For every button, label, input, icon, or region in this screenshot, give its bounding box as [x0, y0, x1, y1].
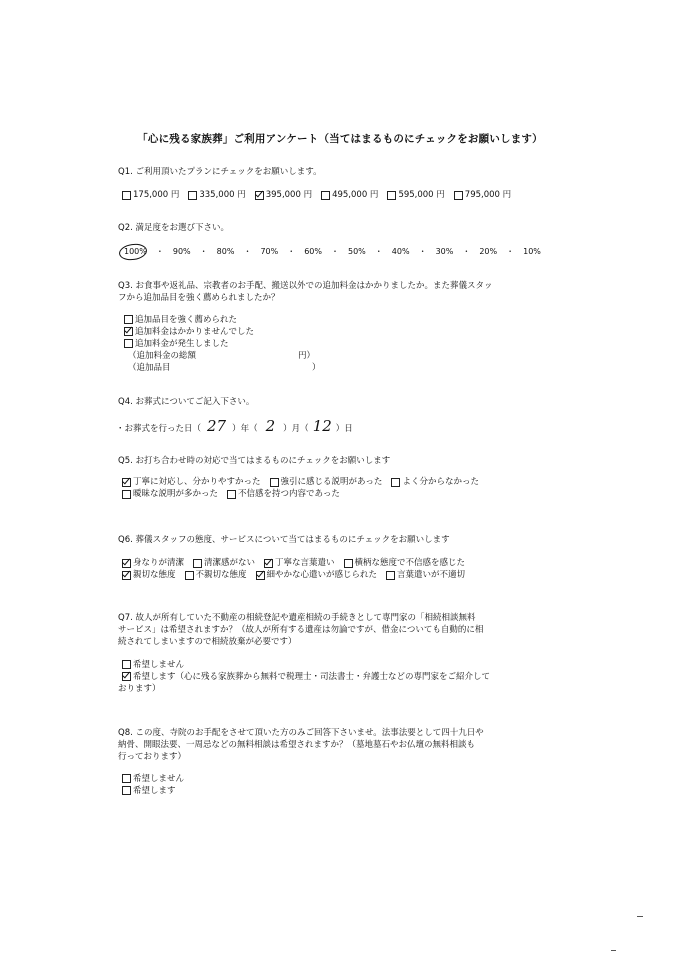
satisfaction-level[interactable]: 20% — [479, 247, 498, 256]
satisfaction-level[interactable]: 70% — [260, 247, 279, 256]
funeral-day-value[interactable]: 12 — [312, 417, 332, 435]
satisfaction-level[interactable]: 30% — [435, 247, 454, 256]
funeral-month-value[interactable]: 2 — [265, 417, 276, 435]
q8-option[interactable]: 希望します — [122, 786, 176, 797]
checkbox-icon[interactable] — [270, 478, 279, 487]
checkbox-checked-icon[interactable] — [122, 559, 131, 568]
checkbox-icon[interactable] — [344, 559, 353, 568]
satisfaction-level[interactable]: 60% — [304, 247, 322, 256]
q7-question-line1: Q7. 故人が所有していた不動産の相続登記や遺産相続の手続きとして専門家の「相続相談無料 — [118, 613, 476, 623]
satisfaction-level[interactable]: 10% — [523, 247, 541, 256]
q1-option[interactable]: 335,000 円 — [188, 190, 245, 201]
q6-option[interactable]: 身なりが清潔 — [122, 558, 184, 569]
satisfaction-level[interactable]: 80% — [216, 247, 235, 256]
q8-option[interactable]: 希望しません — [122, 774, 184, 785]
q2-satisfaction-scale: 100% ・ 90% ・ 80% ・ 70% ・ 60% ・ 50% ・ 40% ・ 30% ・ 20% ・ 10% — [124, 247, 541, 256]
q5-option[interactable]: 強引に感じる説明があった — [270, 477, 383, 488]
q4-question: Q4. お葬式についてご記入下さい。 — [118, 397, 255, 407]
q6-option[interactable]: 細やかな心遣いが感じられた — [256, 570, 378, 581]
survey-title: 「心に残る家族葬」ご利用アンケート（当てはまるものにチェックをお願いします） — [137, 133, 543, 145]
checkbox-checked-icon[interactable] — [122, 478, 131, 487]
checkbox-icon[interactable] — [188, 191, 197, 200]
checkbox-icon[interactable] — [122, 660, 131, 669]
q6-option[interactable]: 親切な態度 — [122, 570, 176, 581]
q7-question-line2: サービス」は希望されますか？（故人が所有する遺産は勿論ですが、借金についても自動的に相 — [118, 625, 484, 635]
satisfaction-level[interactable]: 90% — [172, 247, 191, 256]
q7-option-yes-cont: おります） — [118, 684, 161, 694]
q2-question: Q2. 満足度をお選び下さい。 — [118, 223, 230, 233]
q8-question-line3: 行っております） — [118, 752, 187, 762]
satisfaction-level[interactable]: 40% — [391, 247, 410, 256]
q3-option[interactable]: 追加料金が発生しました — [124, 339, 229, 350]
checkbox-icon[interactable] — [193, 559, 202, 568]
q4-date-row: ・お葬式を行った日（ 27 ）年（ 2 ）月（ 12 ）日 — [116, 417, 353, 435]
q7-option-yes[interactable]: 希望します（心に残る家族葬から無料で税理士・司法書士・弁護士などの専門家をご紹介して — [122, 672, 490, 683]
q7-option-no[interactable]: 希望しません — [122, 660, 184, 671]
q6-option[interactable]: 言葉遣いが不適切 — [386, 570, 465, 581]
checkbox-icon[interactable] — [124, 339, 133, 348]
q8-question-line1: Q8. この度、寺院のお手配をさせて頂いた方のみご回答下さいませ。法事法要として四十九日や — [118, 728, 484, 738]
q3-question-line2: フから追加品目を強く薦められましたか？ — [118, 293, 280, 303]
q6-option[interactable]: 横柄な態度で不信感を感じた — [344, 558, 466, 569]
q6-option[interactable]: 丁寧な言葉遣い — [264, 558, 335, 569]
scan-mark — [637, 916, 643, 917]
checkbox-icon[interactable] — [122, 774, 131, 783]
q3-total-label: （追加料金の総額 — [128, 351, 197, 361]
q7-question-line3: 続されてしまいますので相続放棄が必要です） — [118, 637, 297, 647]
q6-row1 — [122, 558, 474, 569]
q6-row2 — [122, 570, 474, 581]
q5-question: Q5. お打ち合わせ時の対応で当てはまるものにチェックをお願いします — [118, 456, 391, 466]
checkbox-icon[interactable] — [227, 490, 236, 499]
q1-option[interactable]: 175,000 円 — [122, 190, 179, 201]
satisfaction-level[interactable]: 50% — [348, 247, 366, 256]
q1-option[interactable]: 795,000 円 — [454, 190, 511, 201]
checkbox-icon[interactable] — [321, 191, 330, 200]
q3-question-line1: Q3. お食事や返礼品、宗教者のお手配、搬送以外での追加料金はかかりましたか。また葬儀スタッ — [118, 281, 493, 291]
checkbox-checked-icon[interactable] — [122, 672, 131, 681]
q5-option[interactable]: よく分からなかった — [391, 477, 479, 488]
checkbox-icon[interactable] — [387, 191, 396, 200]
checkbox-icon[interactable] — [122, 786, 131, 795]
checkbox-icon[interactable] — [386, 571, 395, 580]
q8-question-line2: 納骨、開眼法要、一周忌などの無料相談は希望されますか？（墓地墓石やお仏壇の無料相談も — [118, 740, 476, 750]
checkbox-icon[interactable] — [122, 191, 131, 200]
q6-question: Q6. 葬儀スタッフの態度、サービスについて当てはまるものにチェックをお願いします — [118, 535, 450, 545]
satisfaction-level-selected[interactable]: 100% — [124, 247, 147, 256]
q6-option[interactable]: 不親切な態度 — [185, 570, 247, 581]
q3-items-label: （追加品目 — [128, 363, 171, 373]
checkbox-checked-icon[interactable] — [256, 571, 265, 580]
q1-option[interactable]: 595,000 円 — [387, 190, 444, 201]
q3-items-close: ） — [312, 363, 321, 373]
checkbox-icon[interactable] — [122, 490, 131, 499]
q6-option[interactable]: 清潔感がない — [193, 558, 255, 569]
q1-option[interactable]: 395,000 円 — [255, 190, 312, 201]
q5-option[interactable]: 不信感を持つ内容であった — [227, 489, 340, 500]
checkbox-icon[interactable] — [124, 315, 133, 324]
checkbox-icon[interactable] — [454, 191, 463, 200]
q5-option[interactable]: 曖昧な説明が多かった — [122, 489, 218, 500]
checkbox-checked-icon[interactable] — [122, 571, 131, 580]
q3-option[interactable]: 追加料金はかかりませんでした — [124, 327, 254, 338]
q5-row1 — [122, 477, 488, 488]
q5-row2 — [122, 489, 349, 500]
q1-question: Q1. ご利用頂いたプランにチェックをお願いします。 — [118, 167, 322, 177]
q3-option[interactable]: 追加品目を強く薦められた — [124, 315, 237, 326]
funeral-year-value[interactable]: 27 — [207, 417, 227, 435]
scan-mark — [611, 950, 616, 951]
checkbox-checked-icon[interactable] — [255, 191, 264, 200]
checkbox-checked-icon[interactable] — [264, 559, 273, 568]
checkbox-icon[interactable] — [391, 478, 400, 487]
checkbox-checked-icon[interactable] — [124, 327, 133, 336]
q1-options — [122, 190, 520, 201]
q3-total-unit: 円） — [298, 351, 316, 361]
q1-option[interactable]: 495,000 円 — [321, 190, 378, 201]
q5-option[interactable]: 丁寧に対応し、分かりやすかった — [122, 477, 261, 488]
checkbox-icon[interactable] — [185, 571, 194, 580]
